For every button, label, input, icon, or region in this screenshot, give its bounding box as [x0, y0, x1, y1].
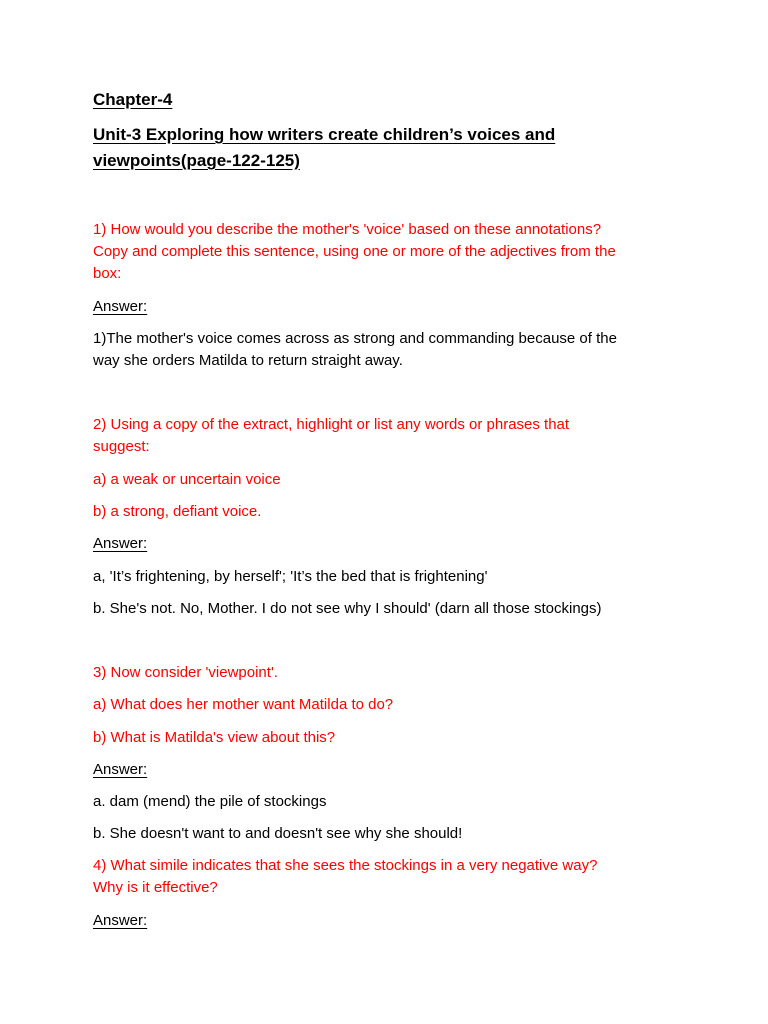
question-3-line-1: 3) Now consider 'viewpoint'. [93, 664, 278, 681]
question-1-line-1: 1) How would you describe the mother's 'voice' based on these annotations? [93, 221, 602, 238]
question-4-line-2: Why is it effective? [93, 879, 218, 896]
answer-label-2: Answer: [93, 535, 148, 552]
question-3-part-a: a) What does her mother want Matilda to do? [93, 696, 394, 713]
answer-label-3: Answer: [93, 761, 148, 778]
answer-1-line-2: way she orders Matilda to return straight away. [93, 352, 403, 369]
question-1-line-2: Copy and complete this sentence, using one or more of the adjectives from the [93, 243, 616, 260]
question-3-part-b: b) What is Matilda's view about this? [93, 729, 336, 746]
answer-2-part-b: b. She's not. No, Mother. I do not see why I should' (darn all those stockings) [93, 600, 602, 617]
question-1-line-3: box: [93, 265, 122, 282]
question-2-line-2: suggest: [93, 438, 150, 455]
answer-label-4: Answer: [93, 912, 148, 929]
unit-heading-line-1: Unit-3 Exploring how writers create children’s voices and [93, 125, 556, 144]
question-2-part-b: b) a strong, defiant voice. [93, 503, 262, 520]
answer-label-1: Answer: [93, 298, 148, 315]
answer-1-line-1: 1)The mother's voice comes across as strong and commanding because of the [93, 330, 617, 347]
question-2-part-a: a) a weak or uncertain voice [93, 471, 281, 488]
unit-heading-line-2: viewpoints(page-122-125) [93, 151, 300, 170]
chapter-heading: Chapter-4 [93, 90, 173, 109]
question-4-line-1: 4) What simile indicates that she sees the stockings in a very negative way? [93, 857, 598, 874]
question-2-line-1: 2) Using a copy of the extract, highlight or list any words or phrases that [93, 416, 570, 433]
answer-3-part-a: a. dam (mend) the pile of stockings [93, 793, 327, 810]
answer-2-part-a: a, 'It’s frightening, by herself'; 'It’s the bed that is frightening' [93, 568, 488, 585]
answer-3-part-b: b. She doesn't want to and doesn't see why she should! [93, 825, 463, 842]
